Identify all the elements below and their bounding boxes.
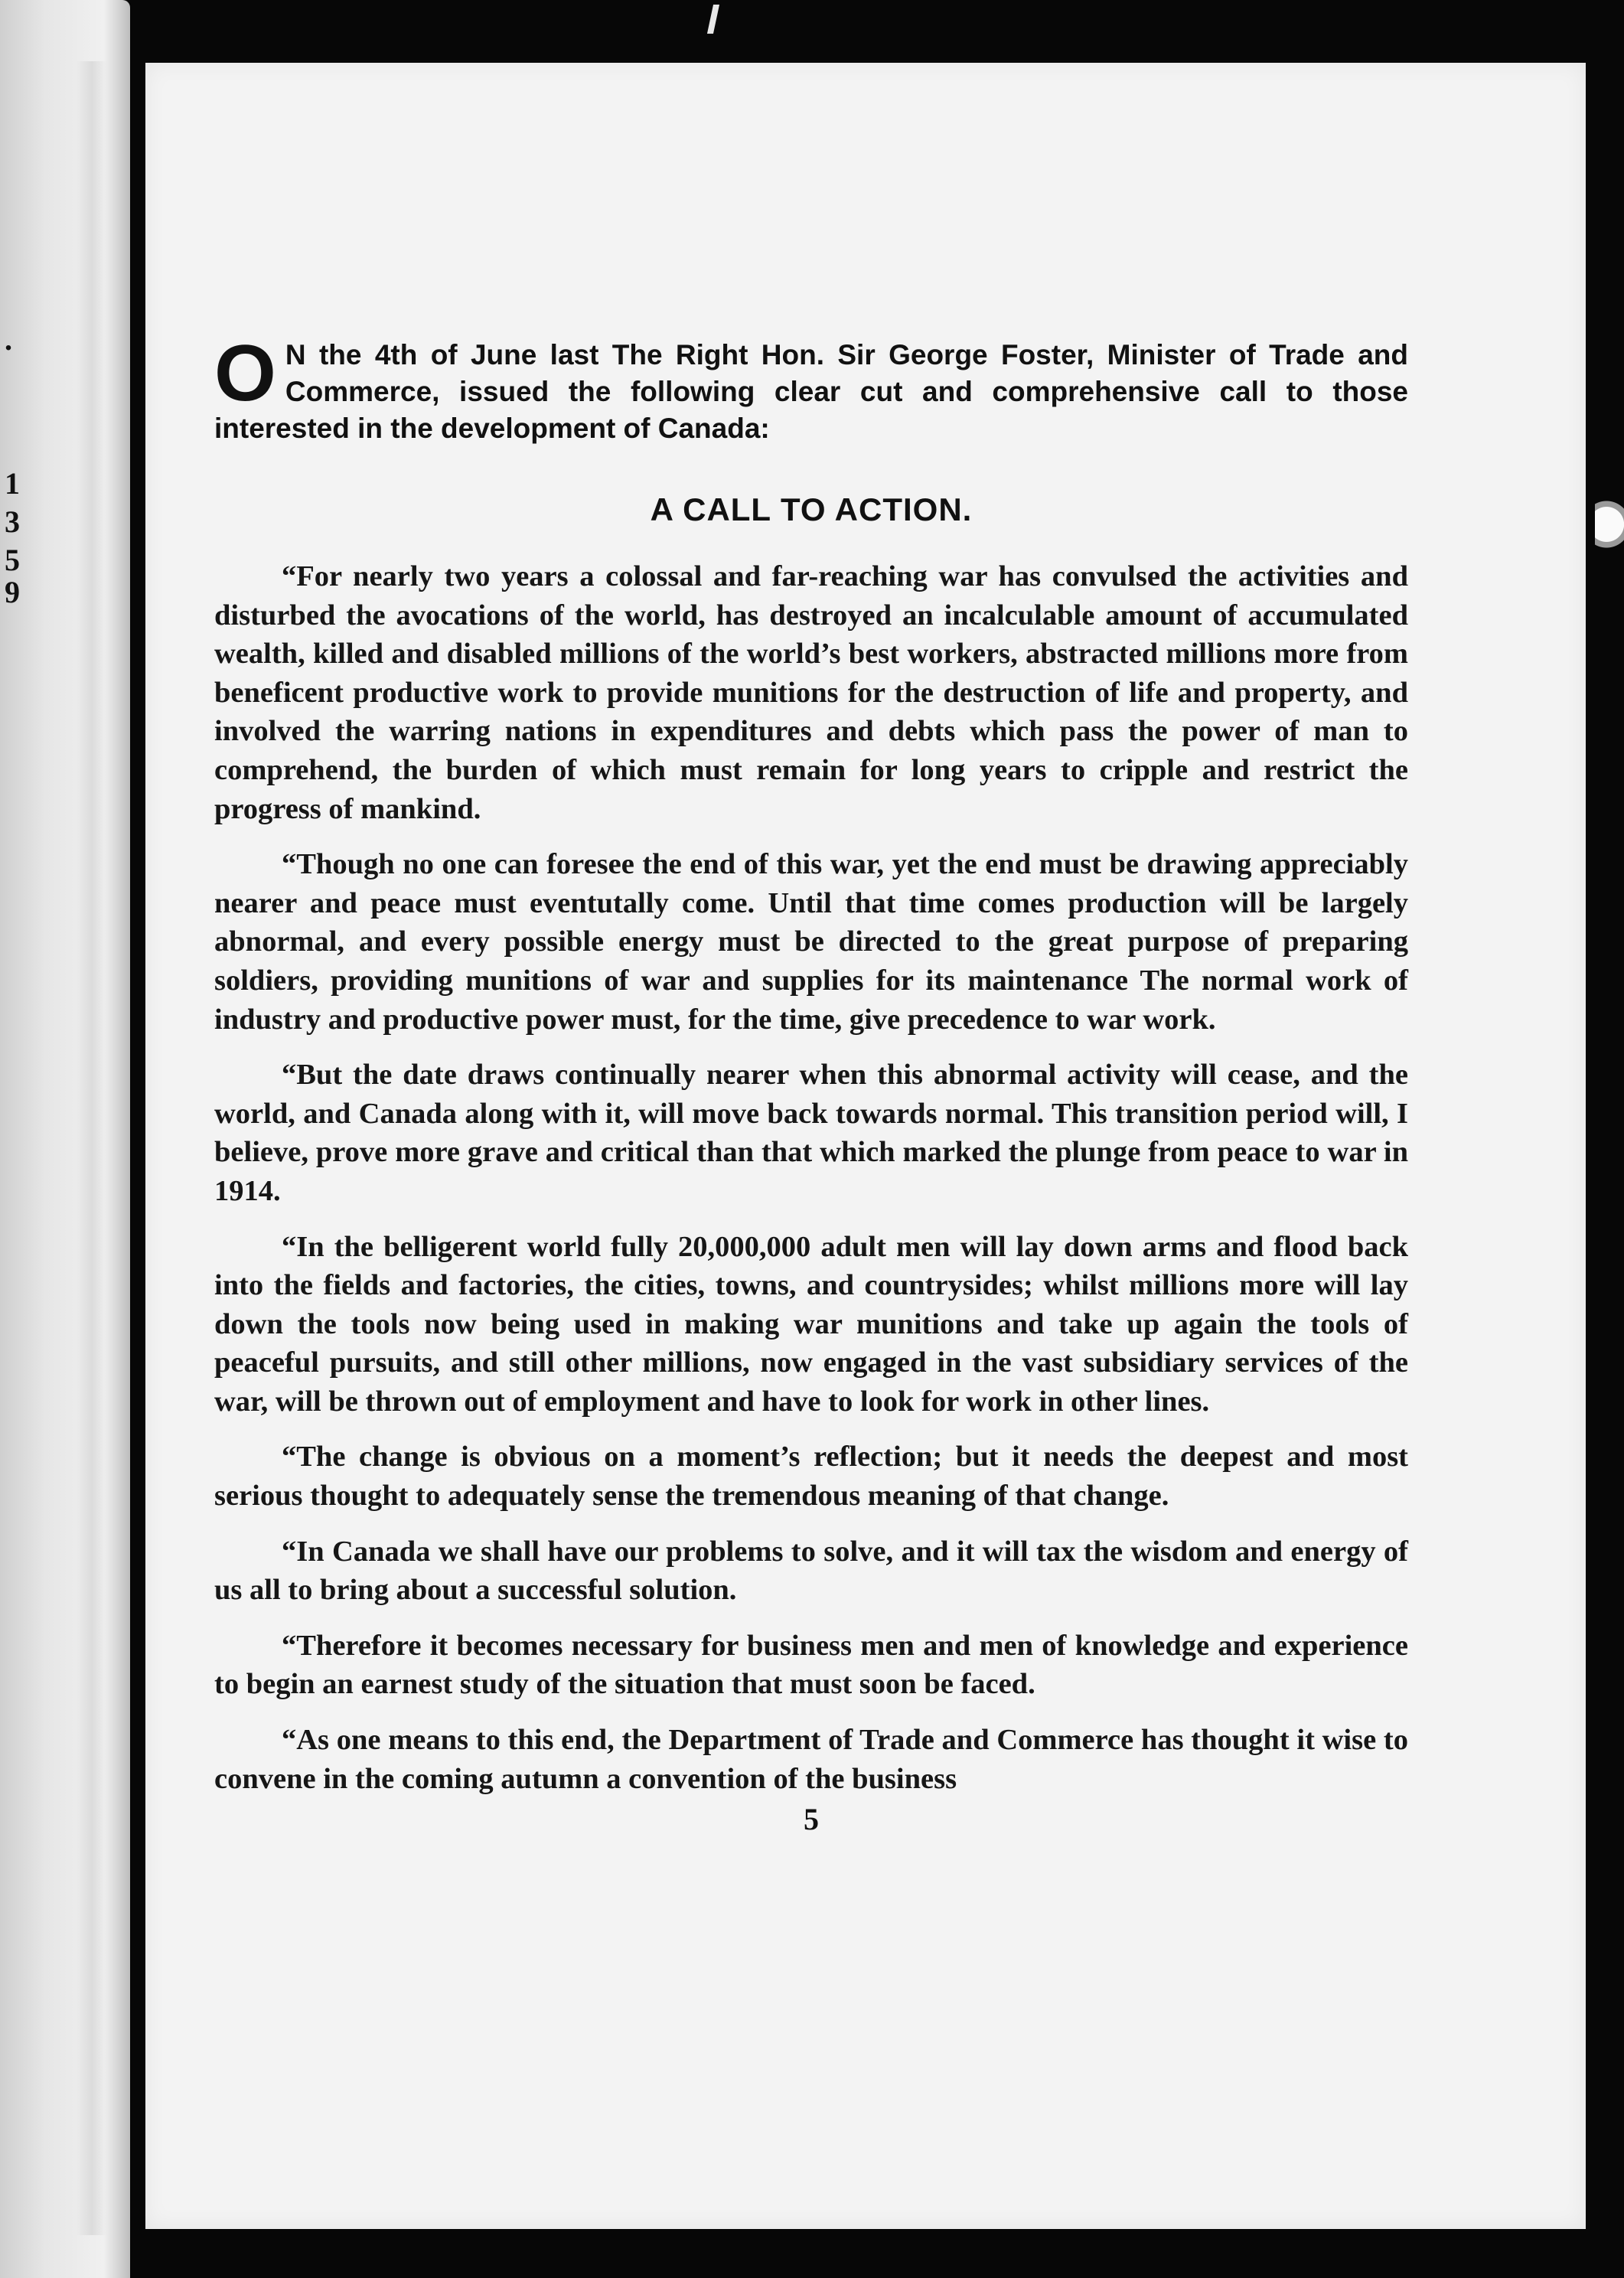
intro-text: N the 4th of June last The Right Hon. Sir George Foster, Minister of Trade and Commerce, issued the following clear cut and comprehensive call to those interested in the development of Canada:: [214, 339, 1408, 444]
scan-artifact: [707, 5, 719, 34]
paragraph: “Though no one can foresee the end of this war, yet the end must be drawing appreciably nearer and peace must eventutally come. Until that time comes production will be largely abnormal, and every possible energy must be directed to the great purpose of preparing soldiers, providing munitions of war and supplies for its maintenance The normal work of industry and productive power must, for the time, give precedence to war work.: [214, 848, 1408, 1036]
page-content: [214, 329, 1408, 1837]
margin-mark: 3: [5, 504, 20, 539]
drop-cap: O: [214, 329, 276, 418]
margin-mark: 5: [5, 543, 20, 577]
paragraph: “In Canada we shall have our problems to solve, and it will tax the wisdom and energy of us all to bring about a successful solution.: [214, 1535, 1408, 1607]
paragraph: “The change is obvious on a moment’s reflection; but it needs the deepest and most serious thought to adequately sense the tremendous meaning of that change.: [214, 1441, 1408, 1513]
paragraph: “In the belligerent world fully 20,000,000 adult men will lay down arms and flood back into the fields and factories, the cities, towns, and countrysides; whilst millions more will lay down the tools now being used in making war munitions and take up again the tools of peaceful pursuits, and still other millions, now engaged in the vast subsidiary services of the war, will be thrown out of employment and have to look for work in other lines.: [214, 1230, 1408, 1418]
paragraph: “As one means to this end, the Department of Trade and Commerce has thought it wise to convene in the coming autumn a convention of the business: [214, 1724, 1408, 1795]
page-number: 5: [804, 1802, 819, 1837]
paragraph: “Therefore it becomes necessary for business men and men of knowledge and experience to begin an earnest study of the situation that must soon be faced.: [214, 1629, 1408, 1701]
book-spine-shadow: [77, 61, 107, 2235]
margin-mark: 9: [5, 575, 20, 609]
section-heading: A CALL TO ACTION.: [650, 491, 973, 527]
margin-mark: 1: [5, 466, 20, 501]
facing-page-edge: [0, 0, 130, 2278]
intro-paragraph: [214, 329, 1408, 447]
margin-mark: .: [5, 322, 12, 357]
paragraph: “For nearly two years a colossal and far-reaching war has convulsed the activities and disturbed the avocations of the world, has destroyed an incalculable amount of accumulated wealth, killed and disabled millions of the world’s best workers, abstracted millions more from beneficent productive work to provide munitions for the destruction of life and property, and involved the warring nations in expenditures and debts which pass the power of man to comprehend, the burden of which must remain for long years to cripple and restrict the progress of mankind.: [214, 560, 1408, 825]
body-text: [214, 557, 1408, 1798]
scan-artifact: [1595, 490, 1624, 559]
paragraph: “But the date draws continually nearer when this abnormal activity will cease, and the world, and Canada along with it, will move back towards normal. This transition period will, I believe, prove more grave and critical than that which marked the plunge from peace to war in 1914.: [214, 1059, 1408, 1207]
